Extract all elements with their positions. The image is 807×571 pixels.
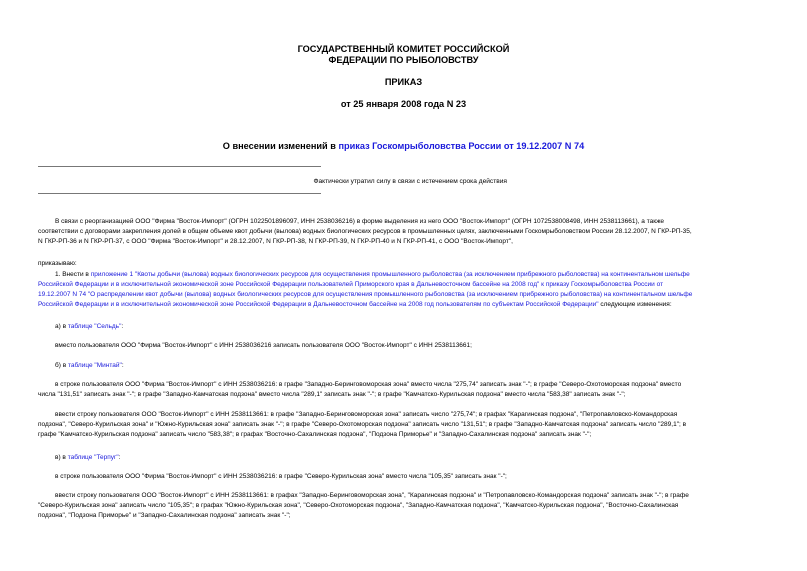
org-name-line-1: ГОСУДАРСТВЕННЫЙ КОМИТЕТ РОССИЙСКОЙ [297,44,510,54]
subitem-c-line: в строке пользователя ООО "Фирма "Восток-Импорт" с ИНН 2538036216: в графе "Северо-Курильская зона" вместо числа "105,35" записать знак "-"; [55,473,507,480]
subitem-b-line: графе "Камчатско-Курильская подзона" записать число "583,38"; в графах "Восточно-Сахалинская подзона", "Подзона Приморье" и "Западно-Сахалинская подзона" записать знак "-"; [38,431,592,438]
item-1-paragraph [38,270,806,310]
appendix-1-link-cont[interactable]: Российской Федерации и в исключительной экономической зоне Российской Федерации в Дальневосточном бассейне на 2008 год пользователям по субъектам Российской Федерации" [38,301,599,308]
item-1-line [38,270,806,280]
subitem-b-line: числа "131,51" записать знак "-"; в графе "Западно-Камчатская подзона" вместо числа "289,1" записать знак "-"; в графе "Камчатско-Курильская подзона" вместо числа "583,38" записать знак "-"; [38,391,626,398]
document-subject [0,141,807,152]
amended-order-link[interactable]: приказ Госкомрыболовства России от 19.12.2007 N 74 [338,141,585,151]
subitem-a-tail: : [121,323,124,330]
subitem-c-heading [38,453,806,463]
herring-table-link[interactable]: таблице "Сельдь" [67,323,122,330]
org-name-line-2: ФЕДЕРАЦИИ ПО РЫБОЛОВСТВУ [328,55,479,65]
subitem-c-paragraph-1 [38,472,806,482]
subitem-a-heading [38,322,806,332]
appendix-1-link[interactable]: приложение 1 "Квоты добычи (вылова) водных биологических ресурсов для осуществления промышленного рыболовства (за исключением прибрежного рыболовства) на континентальном шельфе [90,271,690,278]
divider-bottom [38,193,321,194]
status-note: Фактически утратил силу в связи с истечением срока действия [313,178,507,185]
divider-top [38,166,321,167]
item-1-prefix: 1. Внести в [55,271,91,278]
subitem-b-tail: : [121,362,124,369]
subitem-b-line: ввести строку пользователя ООО "Восток-Импорт" с ИНН 2538113661: в графе "Западно-Беринговоморская зона" записать число "275,74"; в графах "Карагинская подзона", "Петропавловско-Командорская [55,411,678,418]
subitem-a-text [38,341,806,351]
pollock-table-link[interactable]: таблице "Минтай" [67,362,122,369]
greenling-table-link[interactable]: таблице "Терпуг" [67,454,119,461]
subitem-b-paragraph-2 [38,410,806,440]
subitem-a-prefix: а) в [55,323,68,330]
preamble-line: соответствии с договорами закрепления долей в общем объеме квот добычи (вылова) водных биологических ресурсов в промышленных целях, заключенными Госкомрыболовством России 28.12.2007, N ГКР-РП-35, [38,228,692,235]
subitem-b-heading [38,361,806,371]
subitem-c-line: подзона", "Подзона Приморье" и "Западно-Сахалинская подзона" записать знак "-"; [38,512,291,519]
subitem-b-line: подзона", "Северо-Курильская зона" и "Южно-Курильская зона" записать знак "-"; в графе "Северо-Охотоморская подзона" записать число "131,51"; в графе "Западно-Камчатская подзона" записать число "289,1"; в [38,421,687,428]
subitem-b-line: в строке пользователя ООО "Фирма "Восток-Импорт" с ИНН 2538036216: в графе "Западно-Беринговоморская зона" вместо числа "275,74" записать знак "-"; в графе "Северо-Охотоморская подзона" вместо [55,381,682,388]
preamble-line: В связи с реорганизацией ООО "Фирма "Восток-Импорт" (ОГРН 1022501896097, ИНН 2538036216) в форме выделения из него ООО "Восток-Импорт" (ОГРН 1072538008498, ИНН 2538113661), а также [55,218,665,225]
subitem-b-paragraph-1 [38,380,806,400]
preamble-paragraph [38,217,806,247]
preamble-line: N ГКР-РП-36 и N ГКР-РП-37, с ООО "Фирма "Восток-Импорт" и 28.12.2007, N ГКР-РП-38, N ГКР-РП-39, N ГКР-РП-40 и N ГКР-РП-41, с ООО "Восток-Импорт", [38,238,513,245]
item-1-line [38,300,806,310]
subitem-c-tail: : [118,454,121,461]
document-type: ПРИКАЗ [384,77,423,87]
appendix-1-link-cont[interactable]: Российской Федерации и в исключительной экономической зоне Российской Федерации пользователей Приморского края в Дальневосточном бассейне на 2008 год" к приказу Госкомрыболовства России от [38,281,664,288]
subitem-a-line: вместо пользователя ООО "Фирма "Восток-Импорт" с ИНН 2538036216 записать пользователя ООО "Восток-Импорт" с ИНН 2538113661; [55,342,472,349]
item-1-line [38,280,806,290]
subitem-c-prefix: в) в [55,454,68,461]
order-word-text: приказываю: [38,260,77,267]
subitem-c-line: ввести строку пользователя ООО "Восток-Импорт" с ИНН 2538113661: в графах "Западно-Беринговоморская зона", "Карагинская подзона" и "Петропавловско-Командорская подзона" записать знак "-"; в графе [55,492,689,499]
subject-prefix: О внесении изменений в [222,141,339,151]
document-date: от 25 января 2008 года N 23 [340,99,467,109]
order-word [38,259,806,269]
appendix-1-link-cont[interactable]: 19.12.2007 N 74 "О распределении квот добычи (вылова) водных биологических ресурсов для осуществления промышленного рыболовства (за исключением прибрежного рыболовства) на континентальном шельфе [38,291,693,298]
subitem-c-line: "Северо-Курильская зона" записать число "105,35"; в графах "Южно-Курильская зона", "Северо-Охотоморская подзона", "Западно-Камчатская подзона", "Камчатско-Курильская подзона", "Восточно-Сахалинская [38,502,679,509]
subitem-b-prefix: б) в [55,362,68,369]
subitem-c-paragraph-2 [38,491,806,521]
item-1-tail: следующие изменения: [598,301,672,308]
item-1-line [38,290,806,300]
